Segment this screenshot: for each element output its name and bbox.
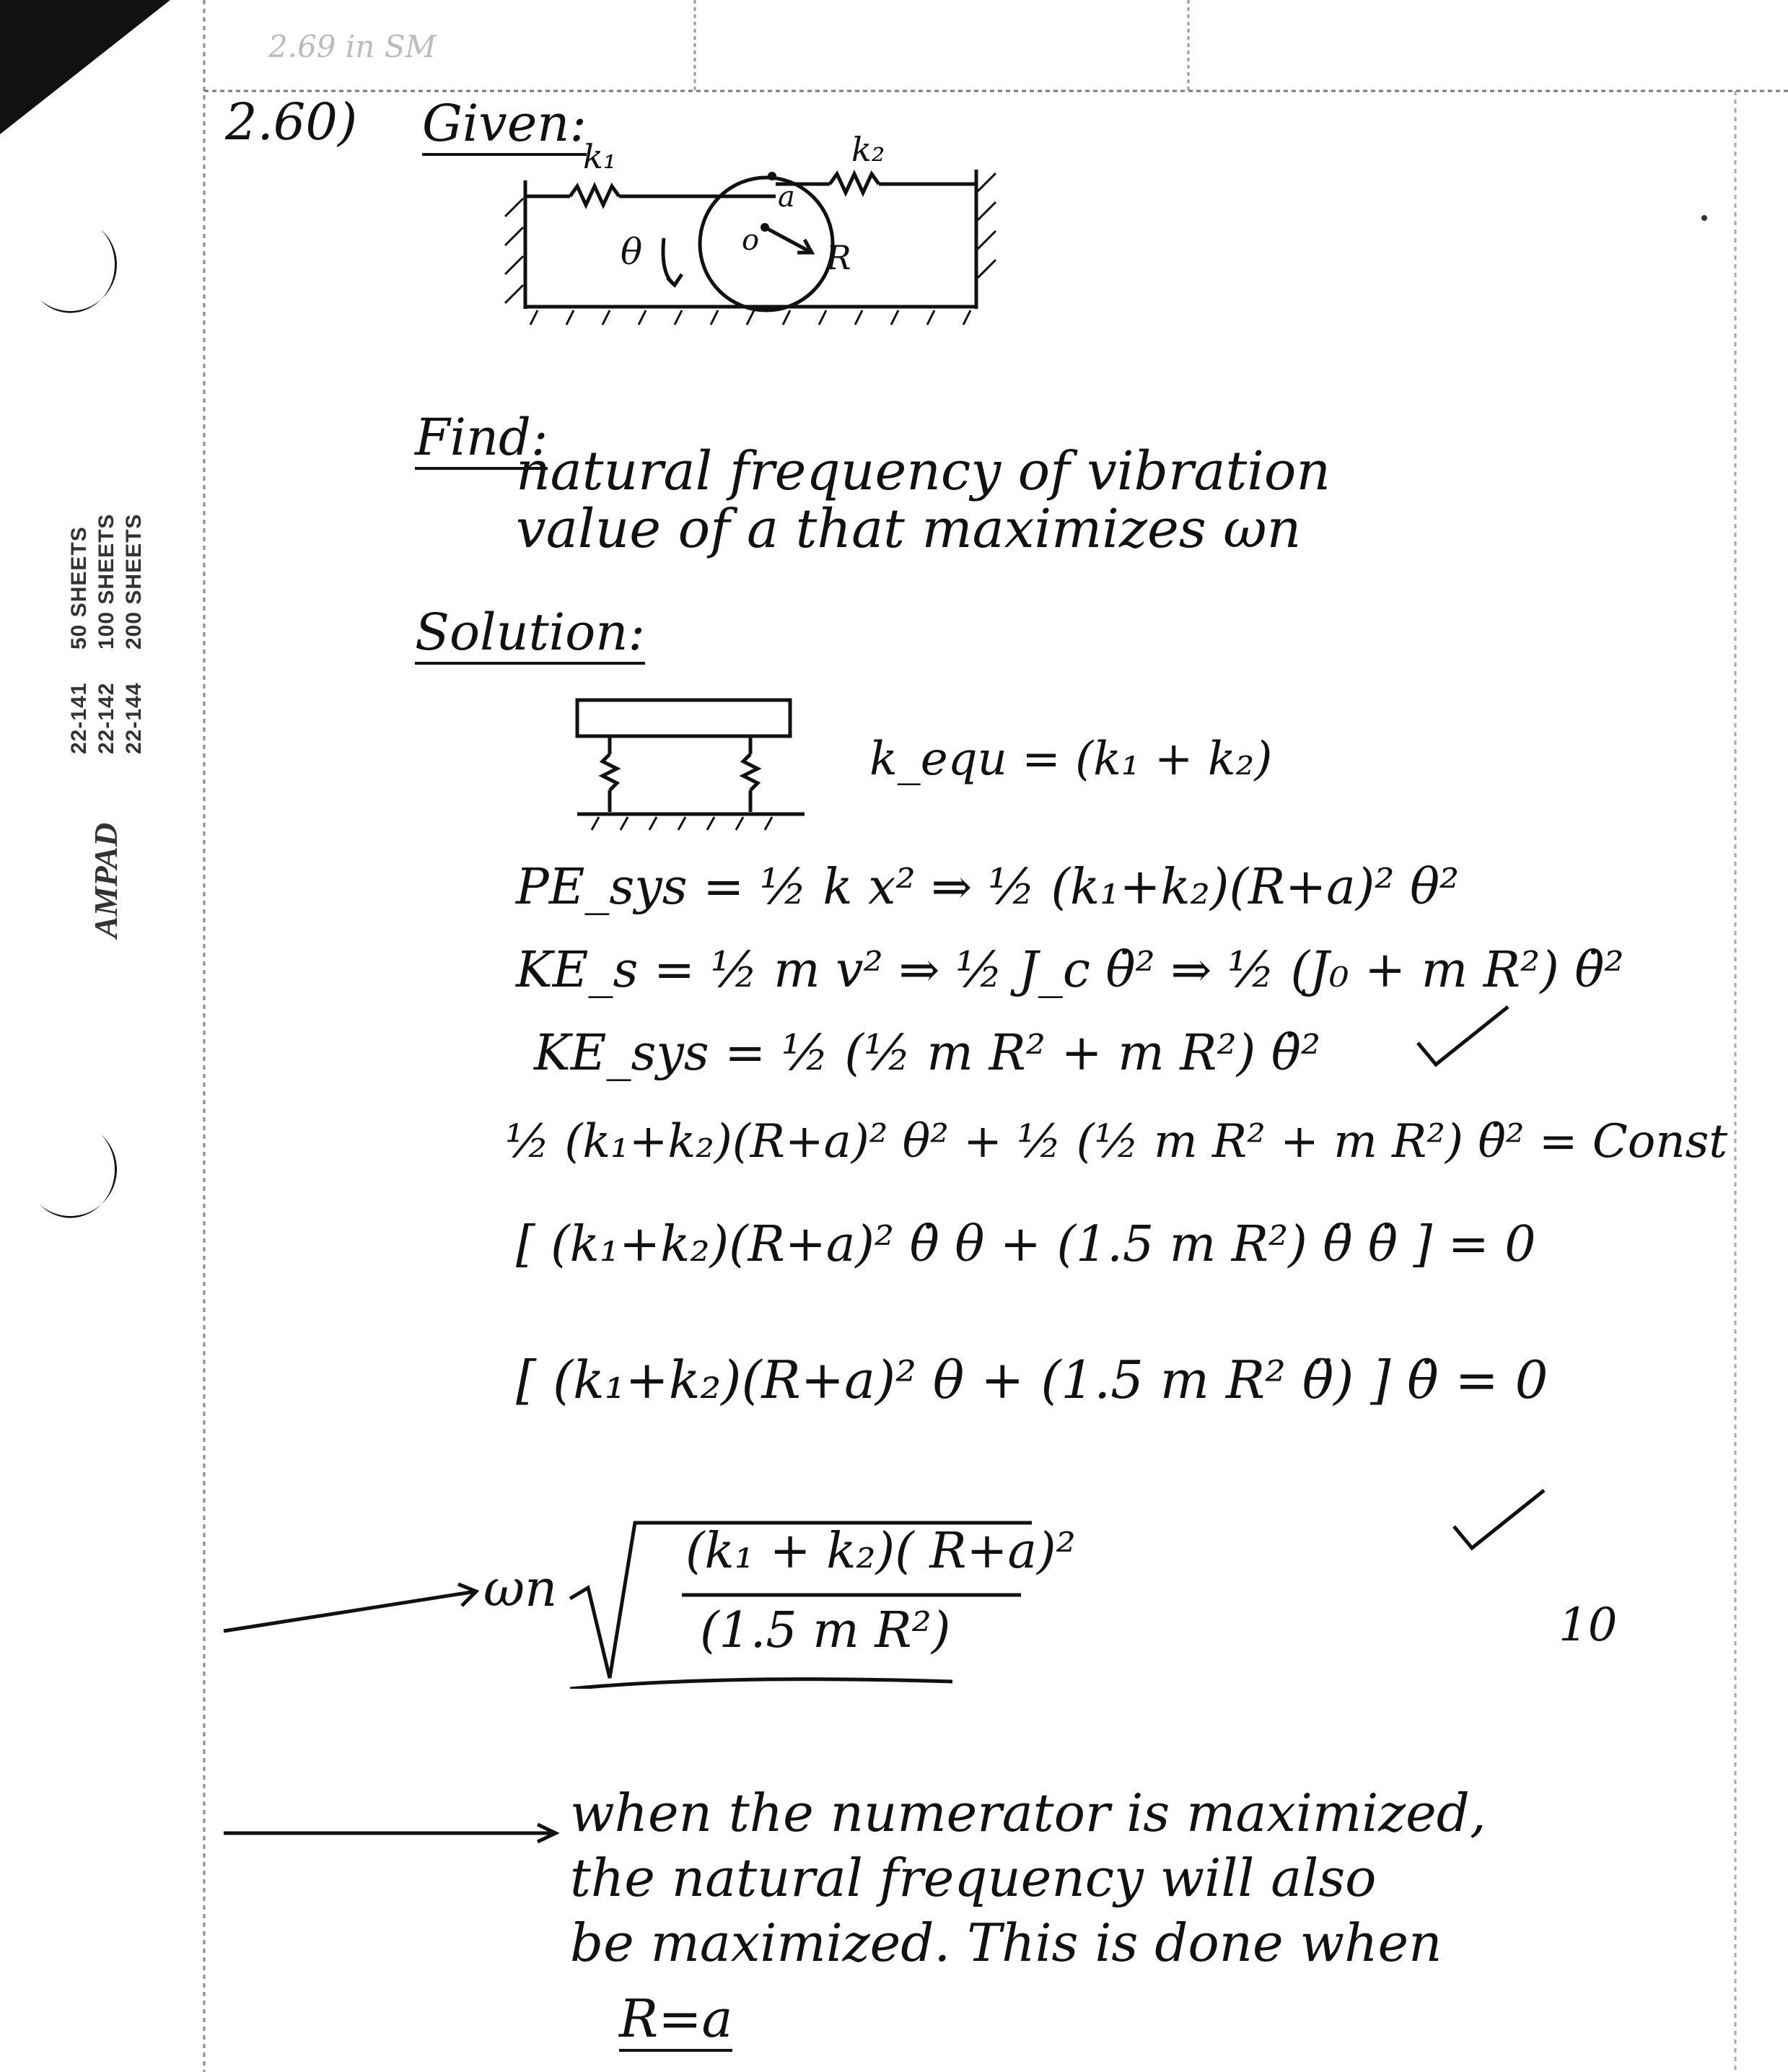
find-line-2: value of a that maximizes ωn [516,498,1302,560]
pad-sheets-3: 200 SHEETS [122,513,146,650]
double-underline [570,1679,952,1689]
problem-number: 2.60) [225,92,358,152]
kinetic-energy-sys-eq: KE_sys = ½ (½ m R² + m R²) θ̇² [534,1025,1321,1082]
pad-sheets-1: 50 SHEETS [67,526,91,650]
given-label: Given: [422,94,587,156]
result-r-equals-a: R=a [619,1988,732,2052]
solution-label: Solution: [415,603,645,665]
grade-score: 10 [1559,1599,1618,1652]
pad-brand: AMPAD [87,822,124,938]
faint-header-note: 2.69 in SM [268,29,437,64]
mass-block [577,700,790,736]
label-k1: k₁ [583,137,617,176]
pad-sheets-2: 100 SHEETS [95,513,118,650]
label-k2: k₂ [851,130,885,169]
arrow-shaft-1 [224,1591,476,1631]
find-line-1: natural frequency of vibration [516,440,1331,502]
omega-n-label: ωn [483,1559,558,1618]
energy-conservation-eq: ½ (k₁+k₂)(R+a)² θ² + ½ (½ m R² + m R²) θ̇² = Const [505,1115,1728,1168]
label-R: R [826,238,851,277]
pad-code-3: 22-144 [122,682,146,754]
conclusion-line-3: be maximized. This is done when [570,1913,1442,1973]
label-theta: θ [621,231,643,273]
theta-arrowhead [667,274,682,285]
folded-corner [0,0,170,134]
pad-code-1: 22-141 [67,682,91,754]
check-mark-1 [1414,1000,1515,1072]
label-o: o [742,224,760,257]
pad-code-2: 22-142 [95,682,118,754]
conclusion-line-2: the natural frequency will also [570,1848,1377,1908]
spring-k2-coil [830,174,879,193]
derivative-eq-2: [ (k₁+k₂)(R+a)² θ + (1.5 m R² θ̈) ] θ̇ = 0 [516,1350,1548,1410]
find-label: Find: [415,408,548,470]
spring-k1-coil [570,186,619,205]
kinetic-energy-eq: KE_s = ½ m v² ⇒ ½ J_c θ̇² ⇒ ½ (J₀ + m R²) θ̇² [516,942,1624,999]
label-a: a [778,180,795,214]
potential-energy-eq: PE_sys = ½ k x² ⇒ ½ (k₁+k₂)(R+a)² θ² [516,859,1460,916]
k-equivalent: k_equ = (k₁ + k₂) [869,733,1273,786]
omega-n-numerator: (k₁ + k₂)( R+a)² [685,1523,1076,1580]
punch-hole-bottom [40,1135,117,1218]
conclusion-line-1: when the numerator is maximized, [570,1783,1486,1843]
omega-n-denominator: (1.5 m R²) [700,1602,951,1659]
derivative-eq-1: [ (k₁+k₂)(R+a)² θ̇ θ + (1.5 m R²) θ̈ θ̇ ] = 0 [516,1216,1536,1273]
spring-disk-diagram [0,130,1788,491]
